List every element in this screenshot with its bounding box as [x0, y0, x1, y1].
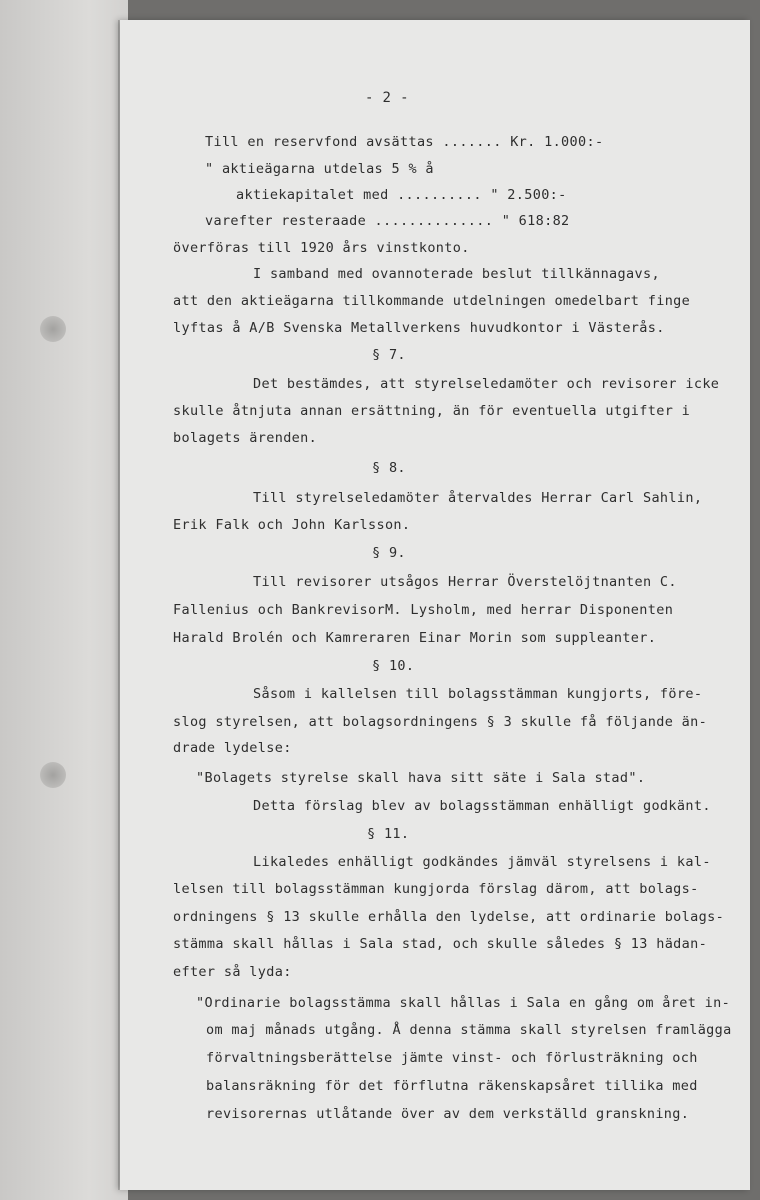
- text-line: drade lydelse:: [173, 740, 292, 756]
- document-page: [120, 20, 750, 1190]
- text-line: bolagets ärenden.: [173, 430, 318, 446]
- section-heading: § 10.: [372, 658, 415, 674]
- text-line: lyftas å A/B Svenska Metallverkens huvudkontor i Västerås.: [173, 320, 665, 336]
- binder-hole-upper: [40, 316, 66, 342]
- text-line: slog styrelsen, att bolagsordningens § 3 skulle få följande än-: [173, 714, 708, 730]
- text-line: aktiekapitalet med .......... " 2.500:-: [236, 187, 567, 203]
- text-line: Till styrelseledamöter återvaldes Herrar Carl Sahlin,: [253, 490, 703, 506]
- quoted-line: revisorernas utlåtande över av dem verkställd granskning.: [206, 1106, 690, 1122]
- binder-hole-lower: [40, 762, 66, 788]
- page-number: - 2 -: [365, 90, 409, 106]
- underlying-page: [0, 0, 128, 1200]
- text-line: efter så lyda:: [173, 964, 292, 980]
- text-line: lelsen till bolagsstämman kungjorda förslag därom, att bolags-: [173, 881, 699, 897]
- text-line: Likaledes enhälligt godkändes jämväl styrelsens i kal-: [253, 854, 711, 870]
- text-line: överföras till 1920 års vinstkonto.: [173, 240, 470, 256]
- text-line: Till revisorer utsågos Herrar Överstelöjtnanten C.: [253, 574, 677, 590]
- text-line: varefter resteraade .............. " 618:82: [205, 213, 570, 229]
- section-heading: § 9.: [372, 545, 406, 561]
- section-heading: § 11.: [367, 826, 410, 842]
- text-line: I samband med ovannoterade beslut tillkännagavs,: [253, 266, 660, 282]
- quoted-line: "Ordinarie bolagsstämma skall hållas i Sala en gång om året in-: [196, 995, 731, 1011]
- text-line: Detta förslag blev av bolagsstämman enhälligt godkänt.: [253, 798, 711, 814]
- text-line: Såsom i kallelsen till bolagsstämman kungjorts, före-: [253, 686, 703, 702]
- text-line: Harald Brolén och Kamreraren Einar Morin som suppleanter.: [173, 630, 657, 646]
- text-line: Erik Falk och John Karlsson.: [173, 517, 411, 533]
- text-line: ordningens § 13 skulle erhålla den lydelse, att ordinarie bolags-: [173, 909, 725, 925]
- text-line: Till en reservfond avsättas ....... Kr. 1.000:-: [205, 134, 604, 150]
- text-line: skulle åtnjuta annan ersättning, än för eventuella utgifter i: [173, 403, 691, 419]
- section-heading: § 7.: [372, 347, 406, 363]
- text-line: " aktieägarna utdelas 5 % å: [205, 161, 434, 177]
- quoted-line: "Bolagets styrelse skall hava sitt säte i Sala stad".: [196, 770, 646, 786]
- quoted-line: förvaltningsberättelse jämte vinst- och förlusträkning och: [206, 1050, 698, 1066]
- quoted-line: balansräkning för det förflutna räkenskapsåret tillika med: [206, 1078, 698, 1094]
- text-line: att den aktieägarna tillkommande utdelningen omedelbart finge: [173, 293, 691, 309]
- text-line: stämma skall hållas i Sala stad, och skulle således § 13 hädan-: [173, 936, 708, 952]
- quoted-line: om maj månads utgång. Å denna stämma skall styrelsen framlägga: [206, 1022, 732, 1038]
- text-line: Fallenius och BankrevisorM. Lysholm, med herrar Disponenten: [173, 602, 674, 618]
- text-line: Det bestämdes, att styrelseledamöter och revisorer icke: [253, 376, 720, 392]
- section-heading: § 8.: [372, 460, 406, 476]
